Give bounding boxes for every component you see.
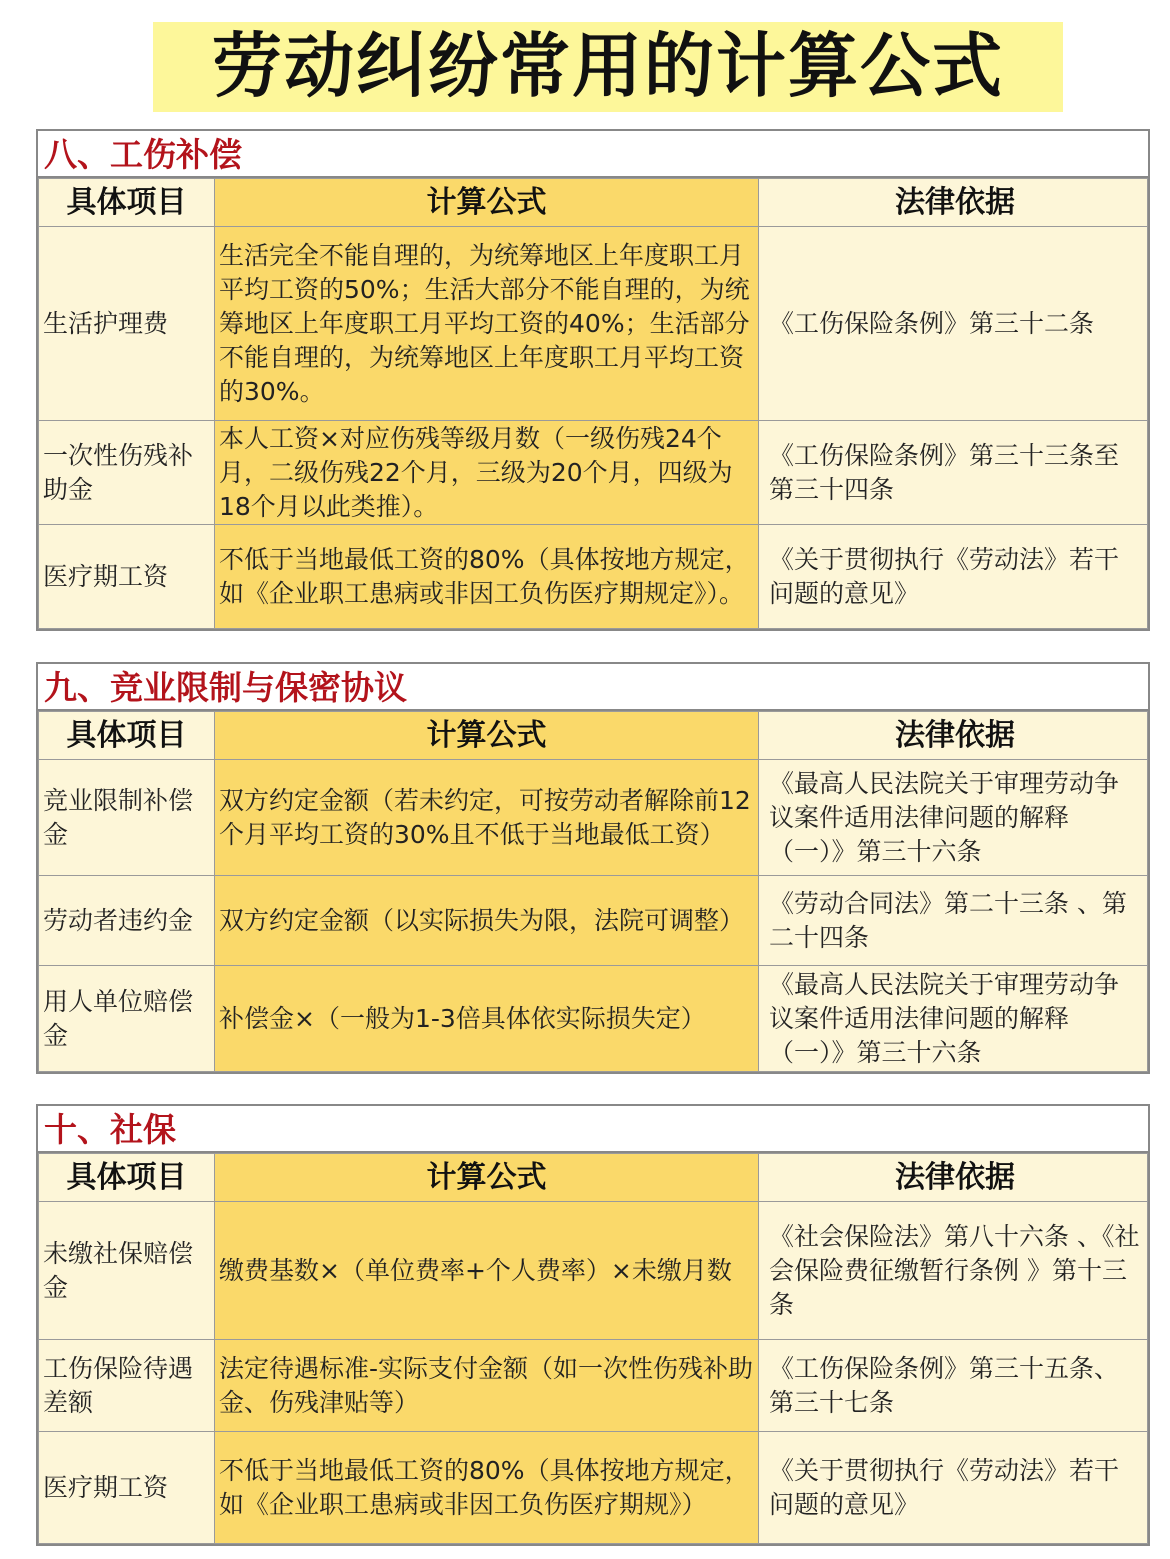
table-row <box>39 1340 1148 1432</box>
table-row <box>39 227 1148 421</box>
basis-cell: 《社会保险法》第八十六条 、《社会保险费征缴暂行条例 》第十三条 <box>759 1202 1148 1340</box>
header-basis: 法律依据 <box>759 1154 1148 1202</box>
basis-cell: 《最高人民法院关于审理劳动争议案件适用法律问题的解释（一）》第三十六条 <box>759 760 1148 876</box>
table-row <box>39 421 1148 525</box>
section-title: 九、竞业限制与保密协议 <box>38 664 1148 711</box>
section-title: 十、社保 <box>38 1106 1148 1153</box>
formula-cell: 不低于当地最低工资的80%（具体按地方规定，如《企业职工患病或非因工负伤医疗期规》） <box>215 1432 759 1544</box>
basis-cell: 《工伤保险条例》第三十三条至第三十四条 <box>759 421 1148 525</box>
basis-cell: 《关于贯彻执行《劳动法》若干问题的意见》 <box>759 525 1148 629</box>
formula-cell: 本人工资×对应伤残等级月数（一级伤残24个月，二级伤残22个月，三级为20个月，四级为18个月以此类推）。 <box>215 421 759 525</box>
section-non-compete <box>36 662 1150 1074</box>
basis-cell: 《关于贯彻执行《劳动法》若干问题的意见》 <box>759 1432 1148 1544</box>
table-header-row <box>39 712 1148 760</box>
header-formula: 计算公式 <box>215 1154 759 1202</box>
formula-cell: 补偿金×（一般为1-3倍具体依实际损失定） <box>215 966 759 1072</box>
header-item: 具体项目 <box>39 1154 215 1202</box>
basis-cell: 《工伤保险条例》第三十二条 <box>759 227 1148 421</box>
header-formula: 计算公式 <box>215 179 759 227</box>
header-basis: 法律依据 <box>759 712 1148 760</box>
basis-cell: 《最高人民法院关于审理劳动争议案件适用法律问题的解释（一）》第三十六条 <box>759 966 1148 1072</box>
table-row <box>39 966 1148 1072</box>
item-cell: 工伤保险待遇差额 <box>39 1340 215 1432</box>
formula-cell: 生活完全不能自理的，为统筹地区上年度职工月平均工资的50%；生活大部分不能自理的，为统筹地区上年度职工月平均工资的40%；生活部分不能自理的，为统筹地区上年度职工月平均工资的30%。 <box>215 227 759 421</box>
item-cell: 竞业限制补偿金 <box>39 760 215 876</box>
item-cell: 一次性伤残补助金 <box>39 421 215 525</box>
table-row <box>39 525 1148 629</box>
item-cell: 医疗期工资 <box>39 525 215 629</box>
header-item: 具体项目 <box>39 712 215 760</box>
basis-cell: 《劳动合同法》第二十三条 、第二十四条 <box>759 876 1148 966</box>
formula-cell: 法定待遇标准-实际支付金额（如一次性伤残补助金、伤残津贴等） <box>215 1340 759 1432</box>
item-cell: 劳动者违约金 <box>39 876 215 966</box>
table-row <box>39 1432 1148 1544</box>
section-social-insurance <box>36 1104 1150 1546</box>
formula-table <box>38 178 1148 629</box>
basis-cell: 《工伤保险条例》第三十五条、第三十七条 <box>759 1340 1148 1432</box>
title-area <box>0 0 1170 120</box>
item-cell: 生活护理费 <box>39 227 215 421</box>
table-header-row <box>39 1154 1148 1202</box>
formula-cell: 不低于当地最低工资的80%（具体按地方规定，如《企业职工患病或非因工负伤医疗期规定》）。 <box>215 525 759 629</box>
header-basis: 法律依据 <box>759 179 1148 227</box>
table-header-row <box>39 179 1148 227</box>
item-cell: 未缴社保赔偿金 <box>39 1202 215 1340</box>
page-title: 劳动纠纷常用的计算公式 <box>212 25 1004 107</box>
table-row <box>39 1202 1148 1340</box>
table-row <box>39 760 1148 876</box>
table-row <box>39 876 1148 966</box>
formula-cell: 双方约定金额（若未约定，可按劳动者解除前12个月平均工资的30%且不低于当地最低工资） <box>215 760 759 876</box>
item-cell: 医疗期工资 <box>39 1432 215 1544</box>
formula-table <box>38 1153 1148 1544</box>
formula-cell: 双方约定金额（以实际损失为限，法院可调整） <box>215 876 759 966</box>
section-work-injury <box>36 129 1150 631</box>
item-cell: 用人单位赔偿金 <box>39 966 215 1072</box>
formula-table <box>38 711 1148 1072</box>
formula-cell: 缴费基数×（单位费率+个人费率）×未缴月数 <box>215 1202 759 1340</box>
header-item: 具体项目 <box>39 179 215 227</box>
section-title: 八、工伤补偿 <box>38 131 1148 178</box>
header-formula: 计算公式 <box>215 712 759 760</box>
